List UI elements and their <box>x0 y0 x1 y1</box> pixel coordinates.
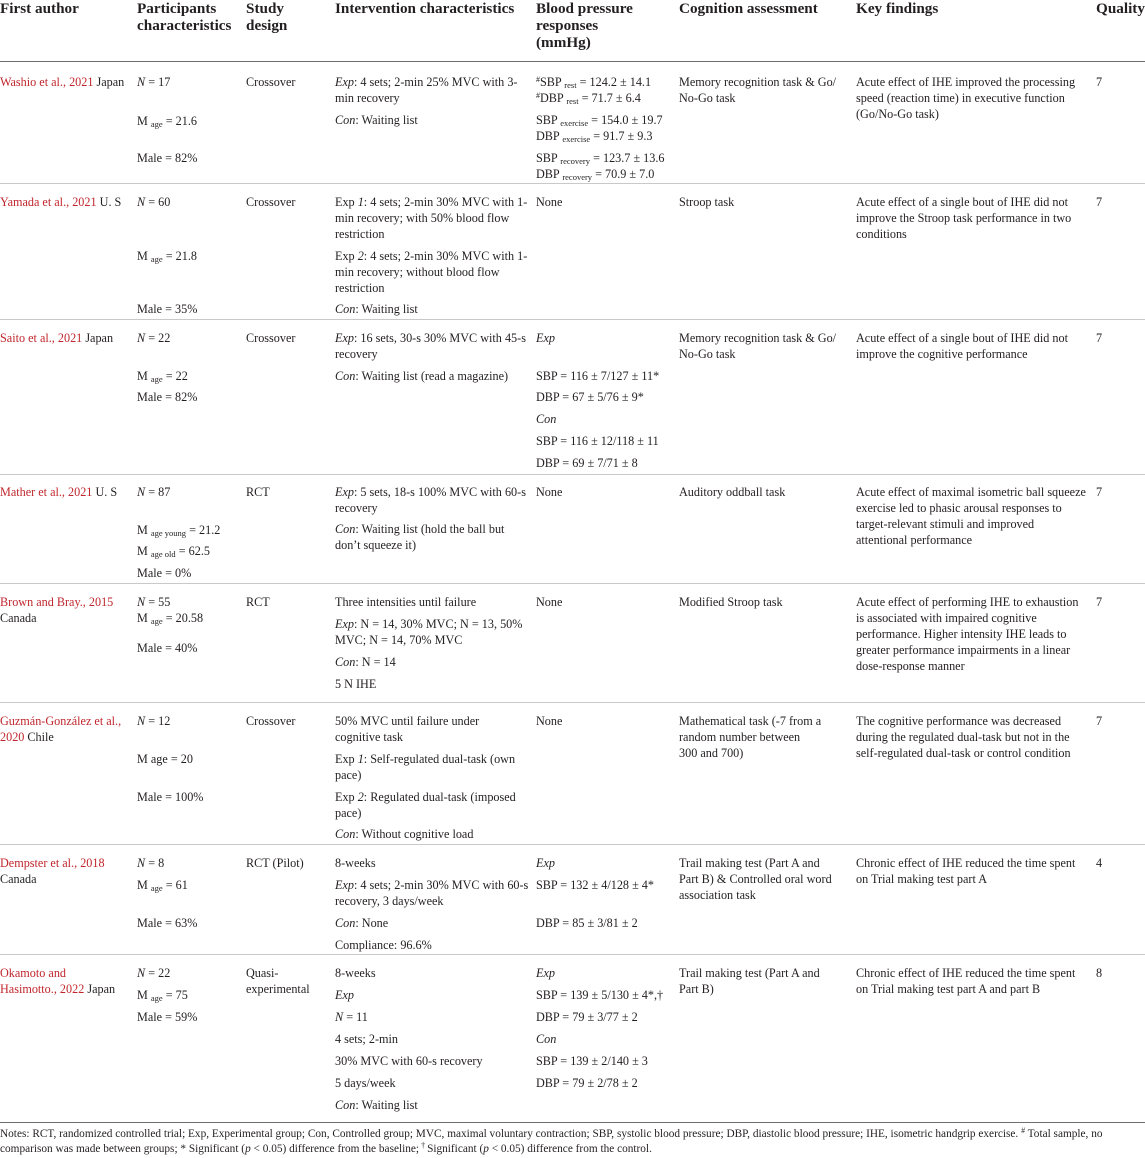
intervention-line: 8-weeks <box>335 966 376 980</box>
participants-age: M $_{age}$ = 21.6 <box>137 114 197 129</box>
findings-line: Chronic effect of IHE reduced the time spent <box>856 966 1076 980</box>
participants-age: M $_{age}$ = 61 <box>137 878 188 893</box>
findings-line: improve the Stroop task performance in two <box>856 211 1072 225</box>
intervention-line: 50% MVC until failure under <box>335 714 480 728</box>
findings-line: performance. Higher intensity IHE leads to <box>856 627 1067 641</box>
bp-line: SBP = 139 ± 2/140 ± 3 <box>536 1054 648 1068</box>
header-bp-2: responses <box>536 17 599 34</box>
author-cell <box>0 855 105 871</box>
intervention-line: 30% MVC with 60-s recovery <box>335 1054 483 1068</box>
author-country: Canada <box>0 872 37 886</box>
author-link[interactable]: Dempster et al., 2018 <box>0 856 105 870</box>
intervention-line: N = 11 <box>335 1010 368 1024</box>
intervention-line: pace) <box>335 768 362 782</box>
participants-male: Male = 63% <box>137 916 198 930</box>
header-first-author: First author <box>0 0 79 17</box>
participants-n: N = 8 <box>137 856 165 870</box>
cognition-line: Part B) & Controlled oral word <box>679 872 832 886</box>
cognition-line: Part B) <box>679 982 714 996</box>
findings-line: exercise led to phasic arousal responses to <box>856 501 1062 515</box>
intervention-line: Con: Waiting list (hold the ball but <box>335 522 505 536</box>
header-bp-3: (mmHg) <box>536 34 591 51</box>
quality-score: 7 <box>1096 485 1103 499</box>
findings-line: speed (reaction time) in executive function <box>856 91 1065 105</box>
intervention-line: recovery <box>335 501 378 515</box>
participants-n: N = 22 <box>137 331 171 345</box>
intervention-line: Three intensities until failure <box>335 595 477 609</box>
intervention-line: Con: Waiting list <box>335 1098 418 1112</box>
quality-score: 7 <box>1096 714 1103 728</box>
cognition-line: Auditory oddball task <box>679 485 786 499</box>
quality-score: 8 <box>1096 966 1103 980</box>
intervention-line: recovery <box>335 347 378 361</box>
findings-line: Acute effect of maximal isometric ball squeeze <box>856 485 1086 499</box>
row-divider <box>0 844 1145 845</box>
findings-line: Acute effect of a single bout of IHE did not <box>856 195 1068 209</box>
cognition-line: No-Go task <box>679 91 736 105</box>
author-cell: Mather et al., 2021 U. S <box>0 485 118 499</box>
header-study-2: design <box>246 17 288 34</box>
intervention-line: Exp 1: 4 sets; 2-min 30% MVC with 1- <box>335 195 528 209</box>
intervention-line: min recovery; with 50% blood flow <box>335 211 510 225</box>
author-cell: Hasimotto., 2022 Japan <box>0 982 116 996</box>
header-cognition: Cognition assessment <box>679 0 818 17</box>
intervention-line: Con: Waiting list <box>335 302 418 316</box>
participants-n: N = 12 <box>137 714 171 728</box>
bp-line: None <box>536 485 563 499</box>
bp-group-label: Exp <box>536 331 555 345</box>
author-cell <box>0 965 66 981</box>
author-link[interactable]: Saito et al., 2021 <box>0 331 83 345</box>
cognition-line: Memory recognition task & Go/ <box>679 75 837 89</box>
findings-line: during the regulated dual-task but not in the <box>856 730 1070 744</box>
study-design: Quasi- <box>246 966 279 980</box>
bp-line: #DBP $_{rest}$ = 71.7 ± 6.4 <box>536 91 641 106</box>
intervention-line: Con: Without cognitive load <box>335 827 474 841</box>
participants-male: Male = 59% <box>137 1010 198 1024</box>
study-design: Crossover <box>246 714 296 728</box>
intervention-line: Exp <box>335 988 354 1002</box>
participants-age: M $_{age}$ = 21.8 <box>137 249 197 264</box>
intervention-line: Con: None <box>335 916 389 930</box>
participants-male: Male = 82% <box>137 151 198 165</box>
bp-group-label: Con <box>536 412 557 426</box>
row-divider <box>0 319 1145 320</box>
intervention-line: Exp: 16 sets, 30-s 30% MVC with 45-s <box>335 331 526 345</box>
intervention-line: 5 N IHE <box>335 677 377 691</box>
findings-line: Acute effect of IHE improved the processing <box>856 75 1076 89</box>
study-design: experimental <box>246 982 310 996</box>
author-cell: Yamada et al., 2021 U. S <box>0 195 122 209</box>
table-notes: Notes: RCT, randomized controlled trial; Exp, Experimental group; Con, Controlled group; MVC, maximal voluntary contraction; SBP, systolic blood pressure; DBP, diastolic blood pressure; IHE, isometric handgrip exercise. # Total sample, no comparison was made between groups; * Significant (p < 0.05) difference from the baseline; † Significant (p < 0.05) difference from the control. <box>0 1126 1103 1155</box>
findings-line: conditions <box>856 227 907 241</box>
intervention-line: Con: Waiting list (read a magazine) <box>335 369 509 383</box>
bp-line: SBP $_{exercise}$ = 154.0 ± 19.7 <box>536 113 663 128</box>
intervention-line: Exp: 4 sets; 2-min 25% MVC with 3- <box>335 75 518 89</box>
author-link[interactable]: Okamoto and <box>0 966 67 980</box>
author-cell <box>0 713 121 729</box>
bp-line: None <box>536 195 563 209</box>
cognition-line: association task <box>679 888 756 902</box>
participants-male: Male = 35% <box>137 302 198 316</box>
bp-line: SBP = 139 ± 5/130 ± 4*,† <box>536 988 664 1002</box>
intervention-line: Con: Waiting list <box>335 113 418 127</box>
participants-age: M $_{age}$ = 75 <box>137 988 188 1003</box>
intervention-line: cognitive task <box>335 730 404 744</box>
cognition-line: No-Go task <box>679 347 736 361</box>
participants-age: M $_{age}$ = 20.58 <box>137 611 204 626</box>
row-divider <box>0 474 1145 475</box>
cognition-line: Mathematical task (-7 from a <box>679 714 822 728</box>
findings-line: Chronic effect of IHE reduced the time spent <box>856 856 1076 870</box>
header-bp-1: Blood pressure <box>536 0 633 17</box>
participants-male: Male = 40% <box>137 641 198 655</box>
intervention-line: MVC; N = 14, 70% MVC <box>335 633 463 647</box>
findings-line: Acute effect of a single bout of IHE did not <box>856 331 1068 345</box>
study-design: RCT <box>246 595 270 609</box>
intervention-line: Exp 2: 4 sets; 2-min 30% MVC with 1- <box>335 249 528 263</box>
author-link[interactable]: Yamada et al., 2021 <box>0 195 97 209</box>
intervention-line: 5 days/week <box>335 1076 396 1090</box>
findings-line: on Trial making test part A <box>856 872 988 886</box>
cognition-line: Modified Stroop task <box>679 595 783 609</box>
cognition-line: Trail making test (Part A and <box>679 856 820 870</box>
table-bottom-rule <box>0 1122 1145 1123</box>
study-design: Crossover <box>246 75 296 89</box>
bp-line: DBP = 79 ± 2/78 ± 2 <box>536 1076 638 1090</box>
intervention-line: 8-weeks <box>335 856 376 870</box>
intervention-line: 4 sets; 2-min <box>335 1032 398 1046</box>
participants-male: Male = 82% <box>137 390 198 404</box>
bp-line: DBP = 79 ± 3/77 ± 2 <box>536 1010 638 1024</box>
bp-line: DBP = 67 ± 5/76 ± 9* <box>536 390 644 404</box>
header-findings: Key findings <box>856 0 939 17</box>
quality-score: 7 <box>1096 195 1103 209</box>
bp-line: DBP $_{exercise}$ = 91.7 ± 9.3 <box>536 129 653 144</box>
author-cell: 2020 Chile <box>0 730 54 744</box>
findings-line: target-relevant stimuli and improved <box>856 517 1035 531</box>
row-divider <box>0 702 1145 703</box>
findings-line: (Go/No-Go task) <box>856 107 939 121</box>
findings-line: greater performance impairments in a linear <box>856 643 1071 657</box>
cognition-line: random number between <box>679 730 801 744</box>
bp-line: DBP $_{recovery}$ = 70.9 ± 7.0 <box>536 167 655 182</box>
participants-n: N = 87 <box>137 485 171 499</box>
participants-age: M $_{age young}$ = 21.2 <box>137 523 221 538</box>
quality-score: 4 <box>1096 856 1103 870</box>
bp-line: DBP = 69 ± 7/71 ± 8 <box>536 456 638 470</box>
intervention-line: don’t squeeze it) <box>335 538 416 552</box>
intervention-line: Compliance: 96.6% <box>335 938 432 952</box>
findings-line: Acute effect of performing IHE to exhaustion <box>856 595 1079 609</box>
cognition-line: Memory recognition task & Go/ <box>679 331 837 345</box>
findings-line: self-regulated dual-task or control condition <box>856 746 1071 760</box>
participants-n: N = 22 <box>137 966 171 980</box>
author-cell <box>0 594 113 610</box>
row-divider <box>0 183 1145 184</box>
bp-group-label: Exp <box>536 856 555 870</box>
findings-line: attentional performance <box>856 533 973 547</box>
author-link[interactable]: Brown and Bray., 2015 <box>0 595 114 609</box>
findings-line: on Trial making test part A and part B <box>856 982 1041 996</box>
cognition-line: Trail making test (Part A and <box>679 966 820 980</box>
author-cell: Washio et al., 2021 Japan <box>0 75 125 89</box>
header-participants-1: Participants <box>137 0 217 17</box>
findings-line: improve the cognitive performance <box>856 347 1028 361</box>
author-link[interactable]: Guzmán-González et al., <box>0 714 122 728</box>
findings-line: is associated with impaired cognitive <box>856 611 1037 625</box>
header-participants-2: characteristics <box>137 17 232 34</box>
bp-line: SBP = 116 ± 7/127 ± 11* <box>536 369 660 383</box>
header-intervention: Intervention characteristics <box>335 0 515 17</box>
study-design: Crossover <box>246 195 296 209</box>
bp-line: SBP $_{recovery}$ = 123.7 ± 13.6 <box>536 151 665 166</box>
intervention-line: min recovery; without blood flow <box>335 265 500 279</box>
intervention-line: restriction <box>335 227 385 241</box>
header-study-1: Study <box>246 0 284 17</box>
cognition-line: 300 and 700) <box>679 746 744 760</box>
participants-age: M age = 20 <box>137 752 193 766</box>
intervention-line: Exp: N = 14, 30% MVC; N = 13, 50% <box>335 617 523 631</box>
intervention-line: Exp 1: Self-regulated dual-task (own <box>335 752 516 766</box>
intervention-line: Exp 2: Regulated dual-task (imposed <box>335 790 516 804</box>
header-quality: Quality <box>1096 0 1145 17</box>
intervention-line: restriction <box>335 281 385 295</box>
bp-group-label: Con <box>536 1032 557 1046</box>
intervention-line: min recovery <box>335 91 400 105</box>
header-divider <box>0 61 1145 62</box>
intervention-line: Exp: 5 sets, 18-s 100% MVC with 60-s <box>335 485 526 499</box>
participants-age: M $_{age old}$ = 62.5 <box>137 544 210 559</box>
intervention-line: Exp: 4 sets; 2-min 30% MVC with 60-s <box>335 878 529 892</box>
quality-score: 7 <box>1096 595 1103 609</box>
study-design: Crossover <box>246 331 296 345</box>
intervention-line: recovery, 3 days/week <box>335 894 444 908</box>
author-cell: Saito et al., 2021 Japan <box>0 331 114 345</box>
bp-group-label: Exp <box>536 966 555 980</box>
findings-line: dose-response manner <box>856 659 965 673</box>
author-link[interactable]: Mather et al., 2021 <box>0 485 93 499</box>
intervention-line: pace) <box>335 806 362 820</box>
participants-age: M $_{age}$ = 22 <box>137 369 188 384</box>
bp-line: None <box>536 714 563 728</box>
bp-line: #SBP $_{rest}$ = 124.2 ± 14.1 <box>536 75 652 90</box>
author-country: Canada <box>0 611 37 625</box>
study-design: RCT <box>246 485 270 499</box>
bp-line: SBP = 132 ± 4/128 ± 4* <box>536 878 654 892</box>
participants-n: N = 17 <box>137 75 171 89</box>
participants-male: Male = 100% <box>137 790 204 804</box>
findings-line: The cognitive performance was decreased <box>856 714 1062 728</box>
bp-line: None <box>536 595 563 609</box>
row-divider <box>0 954 1145 955</box>
study-design: RCT (Pilot) <box>246 856 304 870</box>
participants-male: Male = 0% <box>137 566 192 580</box>
participants-n: N = 60 <box>137 195 171 209</box>
author-link[interactable]: Washio et al., 2021 <box>0 75 94 89</box>
row-divider <box>0 583 1145 584</box>
intervention-line: Con: N = 14 <box>335 655 396 669</box>
quality-score: 7 <box>1096 331 1103 345</box>
cognition-line: Stroop task <box>679 195 735 209</box>
bp-line: SBP = 116 ± 12/118 ± 11 <box>536 434 659 448</box>
participants-n: N = 55 <box>137 595 171 609</box>
quality-score: 7 <box>1096 75 1103 89</box>
bp-line: DBP = 85 ± 3/81 ± 2 <box>536 916 638 930</box>
